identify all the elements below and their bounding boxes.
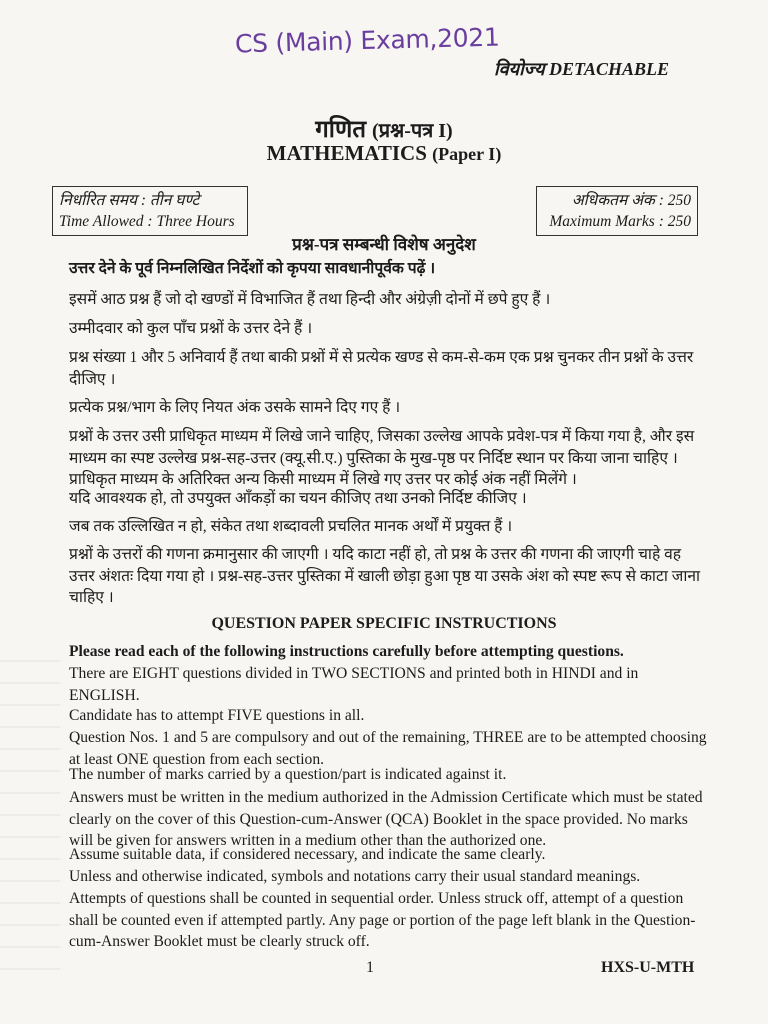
hindi-instruction-3: प्रश्न संख्या 1 और 5 अनिवार्य हैं तथा बाकी प्रश्नों में से प्रत्येक खण्ड से कम-से-कम एक प्रश्न चुनकर तीन प्रश्नों के उत्तर दीजिए । — [69, 349, 694, 388]
hindi-lead: उत्तर देने के पूर्व निम्नलिखित निर्देशों को कृपया सावधानीपूर्वक पढ़ें । — [69, 260, 436, 277]
time-allowed-box — [52, 186, 248, 236]
english-instruction-2: Candidate has to attempt FIVE questions in all. — [69, 707, 365, 724]
max-marks-box — [536, 186, 698, 236]
english-instruction-5: Answers must be written in the medium authorized in the Admission Certificate which must be stated clearly on the cover of this Question-cum-Answer (QCA) Booklet in the space provided. No marks will be given for answers written in a medium other than the authorized one. — [69, 789, 703, 849]
hindi-instruction-2: उम्मीदवार को कुल पाँच प्रश्नों के उत्तर देने हैं । — [69, 320, 313, 337]
english-instruction-8: Attempts of questions shall be counted in sequential order. Unless struck off, attempt of a question shall be counted even if attempted partly. Any page or portion of the page left blank in the Question-cum-Answer Booklet must be clearly struck off. — [69, 890, 696, 950]
english-instruction-6: Assume suitable data, if considered necessary, and indicate the same clearly. — [69, 846, 546, 863]
english-instruction-3: Question Nos. 1 and 5 are compulsory and out of the remaining, THREE are to be attempted choosing at least ONE question from each section. — [69, 729, 707, 768]
hindi-instruction-7: जब तक उल्लिखित न हो, संकेत तथा शब्दावली प्रचलित मानक अर्थों में प्रयुक्त हैं । — [69, 518, 513, 535]
hindi-instruction-5: प्रश्नों के उत्तर उसी प्राधिकृत माध्यम में लिखे जाने चाहिए, जिसका उल्लेख आपके प्रवेश-पत्र में किया गया है, और इस माध्यम का स्पष्ट उल्लेख प्रश्न-सह-उत्तर (क्यू.सी.ए.) पुस्तिका के मुख-पृष्ठ पर निर्दिष्ट स्थान पर किया जाना चाहिए । प्राधिकृत माध्यम के अतिरिक्त अन्य किसी माध्यम में लिखे गए उत्तर पर कोई अंक नहीं मिलेंगे । — [69, 428, 695, 488]
handwritten-exam-note: CS (Main) Exam,2021 — [234, 22, 500, 59]
paper-code: HXS-U-MTH — [601, 959, 695, 976]
time-english: Time Allowed : Three Hours — [59, 213, 235, 230]
title-english — [0, 141, 768, 166]
title-hindi-sub: (प्रश्न-पत्र I) — [372, 120, 453, 142]
hindi-instruction-6: यदि आवश्यक हो, तो उपयुक्त आँकड़ों का चयन कीजिए तथा उनको निर्दिष्ट कीजिए । — [69, 490, 527, 507]
title-english-main: MATHEMATICS — [266, 141, 427, 165]
marks-hindi: अधिकतम अंक : 250 — [571, 192, 691, 209]
english-instruction-4: The number of marks carried by a question/part is indicated against it. — [69, 766, 507, 783]
detachable-label: वियोज्य DETACHABLE — [494, 59, 670, 79]
english-lead: Please read each of the following instructions carefully before attempting questions. — [69, 643, 624, 660]
time-hindi: निर्धारित समय : तीन घण्टे — [59, 192, 200, 209]
title-english-sub: (Paper I) — [432, 144, 502, 164]
english-instruction-1: There are EIGHT questions divided in TWO SECTIONS and printed both in HINDI and in ENGLISH. — [69, 665, 639, 704]
page-number: 1 — [366, 959, 374, 976]
hindi-instruction-8: प्रश्नों के उत्तरों की गणना क्रमानुसार की जाएगी । यदि काटा नहीं हो, तो प्रश्न के उत्तर की गणना की जाएगी चाहे वह उत्तर अंशतः दिया गया हो । प्रश्न-सह-उत्तर पुस्तिका में खाली छोड़ा हुआ पृष्ठ या उसके अंश को स्पष्ट रूप से काटा जाना चाहिए । — [69, 546, 701, 606]
hindi-instruction-1: इसमें आठ प्रश्न हैं जो दो खण्डों में विभाजित हैं तथा हिन्दी और अंग्रेज़ी दोनों में छपे हुए हैं । — [69, 291, 551, 308]
bleed-through-lines — [0, 640, 60, 970]
english-instructions-heading: QUESTION PAPER SPECIFIC INSTRUCTIONS — [211, 615, 557, 632]
english-instruction-7: Unless and otherwise indicated, symbols and notations carry their usual standard meanings. — [69, 868, 641, 885]
hindi-instruction-4: प्रत्येक प्रश्न/भाग के लिए नियत अंक उसके सामने दिए गए हैं । — [69, 399, 401, 416]
hindi-instructions-heading: प्रश्न-पत्र सम्बन्धी विशेष अनुदेश — [292, 235, 476, 254]
title-hindi-main: गणित — [315, 117, 367, 143]
marks-english: Maximum Marks : 250 — [549, 213, 691, 230]
